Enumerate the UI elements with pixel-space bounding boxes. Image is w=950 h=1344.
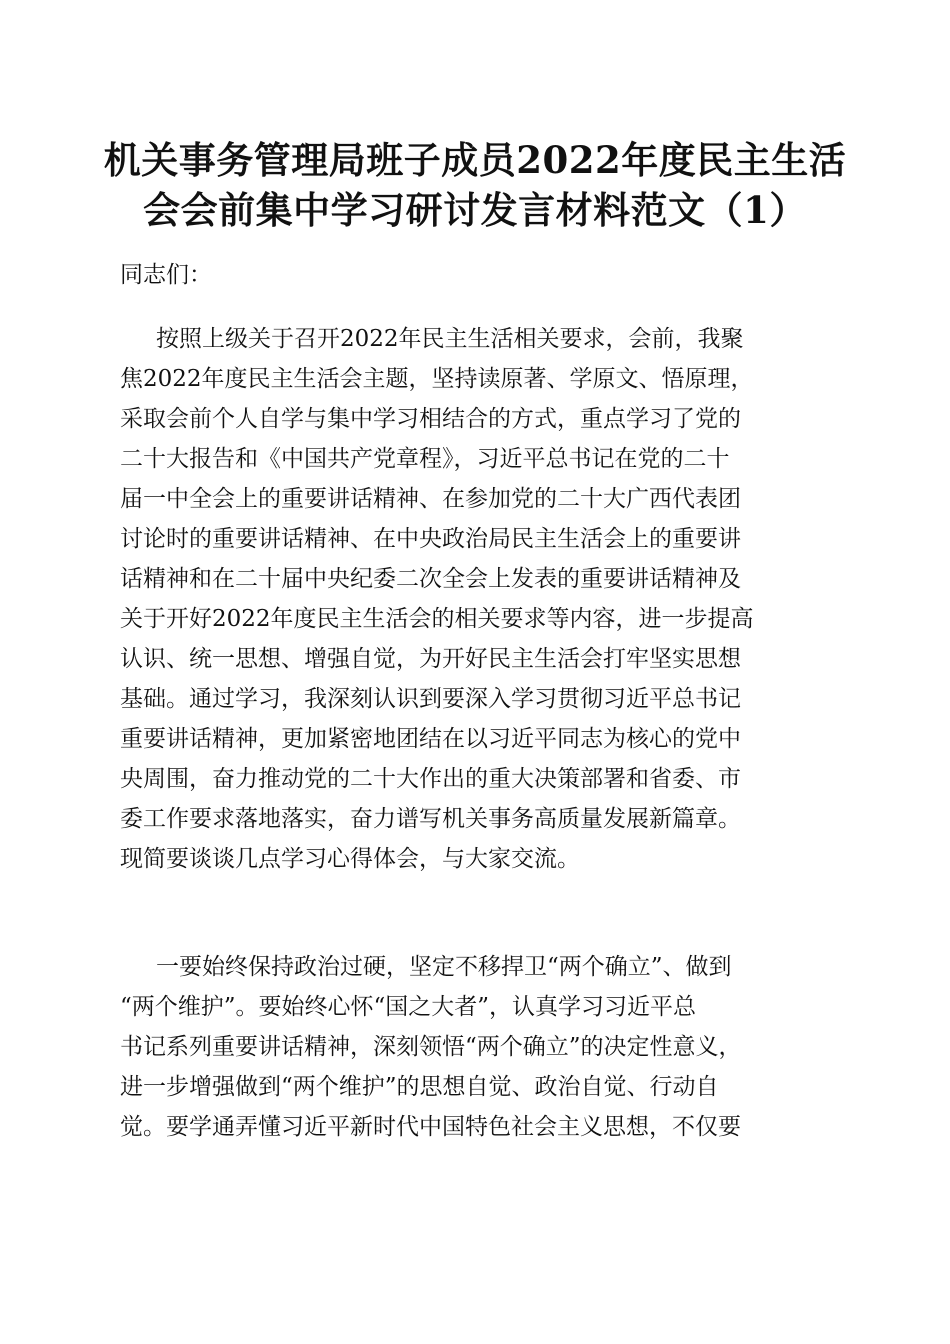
paragraph-line: 进一步增强做到“两个维护”的思想自觉、政治自觉、行动自 xyxy=(120,1074,719,1100)
salutation: 同志们： xyxy=(120,262,212,288)
paragraph-line: 讨论时的重要讲话精神、在中央政治局民主生活会上的重要讲 xyxy=(120,526,741,552)
paragraph-line: 届一中全会上的重要讲话精神、在参加党的二十大广西代表团 xyxy=(120,486,741,512)
paragraph-2 xyxy=(120,947,830,1147)
paragraph-line: 二十大报告和《中国共产党章程》，习近平总书记在党的二十 xyxy=(120,446,730,472)
paragraph-line: “两个维护”。要始终心怀“国之大者”，认真学习习近平总 xyxy=(120,994,697,1020)
paragraph-line: 书记系列重要讲话精神，深刻领悟“两个确立”的决定性意义， xyxy=(120,1034,742,1060)
paragraph-line: 按照上级关于召开2022年民主生活相关要求，会前，我聚 xyxy=(156,326,744,352)
title-line-1: 机关事务管理局班子成员2022年度民主生活 xyxy=(103,138,847,182)
title-line-2: 会会前集中学习研讨发言材料范文（1） xyxy=(143,188,807,232)
paragraph-line: 觉。要学通弄懂习近平新时代中国特色社会主义思想，不仅要 xyxy=(120,1114,741,1140)
paragraph-line: 委工作要求落地落实，奋力谱写机关事务高质量发展新篇章。 xyxy=(120,806,741,832)
paragraph-line: 焦2022年度民主生活会主题，坚持读原著、学原文、悟原理， xyxy=(120,366,754,392)
document-title xyxy=(60,135,890,235)
paragraph-line: 重要讲话精神，更加紧密地团结在以习近平同志为核心的党中 xyxy=(120,726,741,752)
paragraph-line: 一要始终保持政治过硬，坚定不移捍卫“两个确立”、做到 xyxy=(156,954,732,980)
paragraph-line: 现简要谈谈几点学习心得体会，与大家交流。 xyxy=(120,846,580,872)
paragraph-line: 认识、统一思想、增强自觉，为开好民主生活会打牢坚实思想 xyxy=(120,646,741,672)
paragraph-line: 央周围，奋力推动党的二十大作出的重大决策部署和省委、市 xyxy=(120,766,741,792)
paragraph-1 xyxy=(120,319,830,879)
paragraph-line: 基础。通过学习，我深刻认识到要深入学习贯彻习近平总书记 xyxy=(120,686,741,712)
paragraph-line: 话精神和在二十届中央纪委二次全会上发表的重要讲话精神及 xyxy=(120,566,741,592)
paragraph-line: 采取会前个人自学与集中学习相结合的方式，重点学习了党的 xyxy=(120,406,741,432)
paragraph-line: 关于开好2022年度民主生活会的相关要求等内容，进一步提高 xyxy=(120,606,754,632)
